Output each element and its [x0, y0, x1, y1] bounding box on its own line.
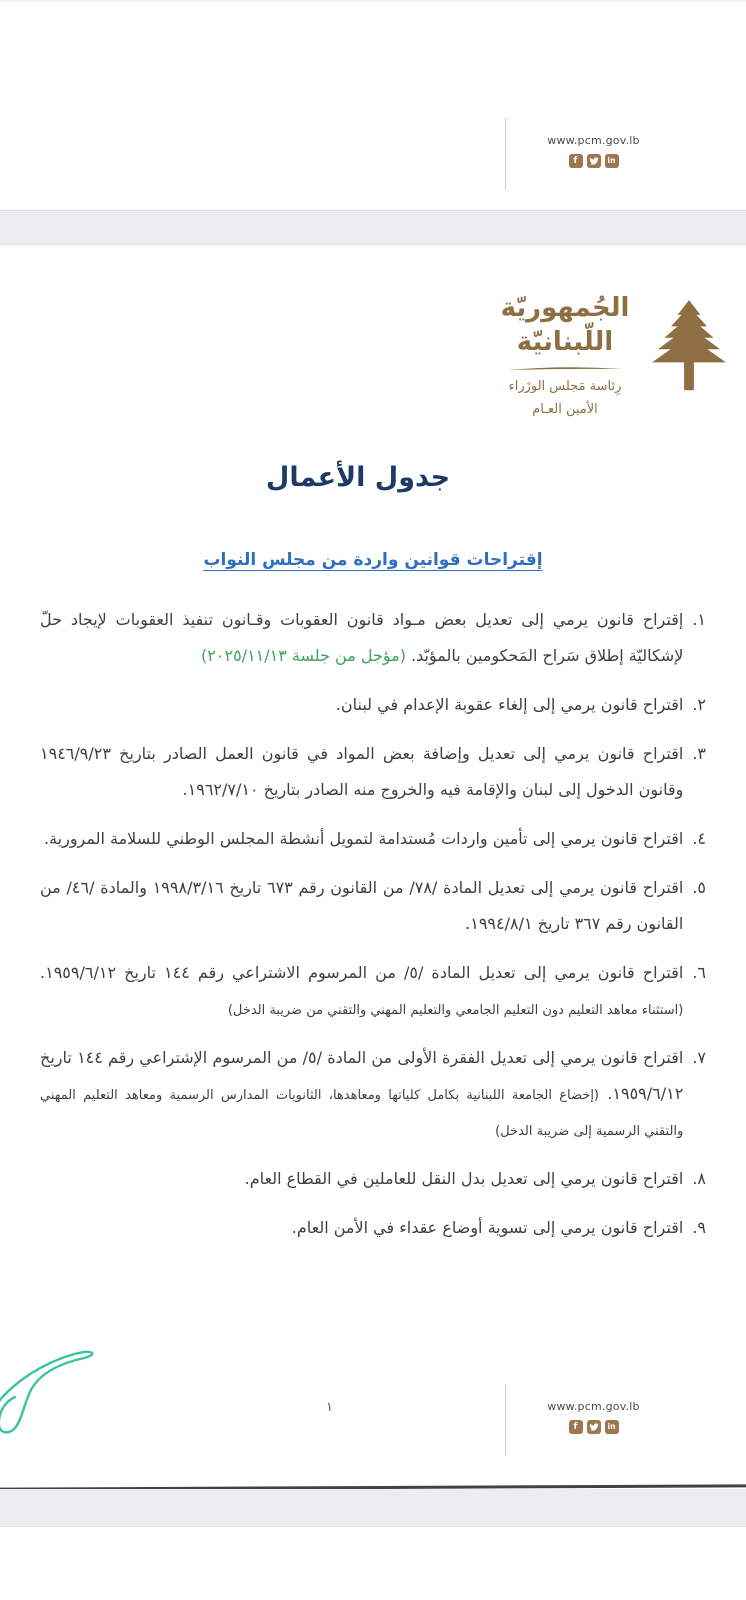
site-url: www.pcm.gov.lb	[547, 134, 640, 147]
linkedin-icon: in	[605, 154, 619, 168]
clarification-note: (إخضاع الجامعة اللبنانية بكامل كلياتها ومعاهدها، الثانويات المدارس الرسمية ومعاهد التعليم المهني والتقني الرسمية إلى ضريبة الدخل)	[40, 1088, 684, 1139]
facebook-icon: f	[569, 1420, 583, 1434]
law-item-9	[40, 1210, 706, 1246]
law-item-number: ٨.	[692, 1169, 706, 1188]
social-icons-row	[506, 154, 681, 168]
signature-scribble	[0, 1330, 104, 1442]
law-item-2	[40, 687, 706, 723]
law-item-number: ٥.	[692, 878, 706, 897]
presidency-title: رِئاسة مَجلس الوزَراء	[508, 378, 622, 394]
republic-name-line1: الجُمهوريّة	[500, 293, 630, 323]
law-item-text: اقتراح قانون يرمي إلى إلغاء عقوبة الإعدام في لبنان.	[335, 695, 684, 714]
law-item-text: اقتراح قانون يرمي إلى تعديل وإضافة بعض المواد في قانون العمل الصادر بتاريخ ١٩٤٦/٩/٢٣ وقانون الدخول إلى لبنان والإقامة فيه والخروج منه الصادر بتاريخ ١٩٦٢/٧/١٠.	[40, 744, 684, 799]
law-item-number: ٩.	[692, 1218, 706, 1237]
law-item-6	[40, 955, 706, 1027]
law-item-number: ٤.	[692, 829, 706, 848]
law-item-number: ٢.	[692, 695, 706, 714]
law-proposals-list	[40, 602, 706, 1259]
social-icons-row	[506, 1420, 681, 1434]
cedar-tree-icon	[648, 296, 730, 396]
prev-page-footer	[505, 118, 681, 190]
law-item-text: اقتراح قانون يرمي إلى تأمين واردات مُستدامة لتمويل أنشطة المجلس الوطني للسلامة المرورية.	[43, 829, 684, 848]
law-item-8	[40, 1161, 706, 1197]
section-heading: إقتراحات قوانين واردة من مجلس النواب	[203, 550, 543, 570]
law-item-7	[40, 1040, 706, 1148]
twitter-icon	[587, 1420, 601, 1434]
law-item-number: ٣.	[692, 744, 706, 763]
law-item-5	[40, 870, 706, 942]
law-item-4	[40, 821, 706, 857]
clarification-note: (استثناء معاهد التعليم دون التعليم الجامعي والتعليم المهني والتقني من ضريبة الدخل)	[227, 1003, 684, 1018]
law-item-number: ٧.	[692, 1048, 706, 1067]
letterhead	[494, 292, 730, 417]
top-edge-shadow	[0, 0, 746, 2]
law-item-text: اقتراح قانون يرمي إلى تعديل المادة /٧٨/ من القانون رقم ٦٧٣ تاريخ ١٩٩٨/٣/١٦ والمادة /٤٦/ من القانون رقم ٣٦٧ تاريخ ١٩٩٤/٨/١.	[40, 878, 684, 933]
document-title: جدول الأعمال	[265, 462, 451, 493]
law-item-text: اقتراح قانون يرمي إلى تسوية أوضاع عقداء في الأمن العام.	[291, 1218, 684, 1237]
page-separator-band-bottom	[0, 1489, 746, 1527]
page-footer	[505, 1384, 681, 1456]
linkedin-icon: in	[605, 1420, 619, 1434]
secretary-general-title: الأمين العـام	[532, 401, 598, 417]
site-url: www.pcm.gov.lb	[547, 1400, 640, 1413]
letterhead-divider	[506, 365, 624, 372]
postponed-session-note: (مؤجل من جلسة ٢٠٢٥/١١/١٣)	[201, 646, 406, 665]
facebook-icon: f	[569, 154, 583, 168]
law-item-number: ١.	[692, 610, 706, 629]
law-item-text: اقتراح قانون يرمي إلى تعديل المادة /٥/ من المرسوم الاشتراعي رقم ١٤٤ تاريخ ١٩٥٩/٦/١٢. (استثناء معاهد التعليم دون التعليم الجامعي والتعليم المهني والتقني من ضريبة الدخل)	[40, 963, 684, 1018]
law-item-1	[40, 602, 706, 674]
republic-name	[494, 292, 636, 360]
law-item-text: اقتراح قانون يرمي إلى تعديل الفقرة الأولى من المادة /٥/ من المرسوم الإشتراعي رقم ١٤٤ تاريخ ١٩٥٩/٦/١٢. (إخضاع الجامعة اللبنانية بكامل كلياتها ومعاهدها، الثانويات المدارس الرسمية ومعاهد التعليم المهني والتقني الرسمية إلى ضريبة الدخل)	[40, 1048, 684, 1139]
law-item-number: ٦.	[692, 963, 706, 982]
law-item-3	[40, 736, 706, 808]
republic-name-line2: اللّبنانيّة	[516, 326, 614, 357]
twitter-icon	[587, 154, 601, 168]
page-number: ١	[326, 1400, 333, 1415]
law-item-text: إقتراح قانون يرمي إلى تعديل بعض مـواد قانون العقوبات وقـانون تنفيذ العقوبات لإيجاد حلّ لإشكاليّة إطلاق سَراح المَحكومين بالمؤبّد. (مؤجل من جلسة ٢٠٢٥/١١/١٣)	[40, 610, 684, 665]
page-separator-band	[0, 210, 746, 245]
law-item-text: اقتراح قانون يرمي إلى تعديل بدل النقل للعاملين في القطاع العام.	[244, 1169, 684, 1188]
